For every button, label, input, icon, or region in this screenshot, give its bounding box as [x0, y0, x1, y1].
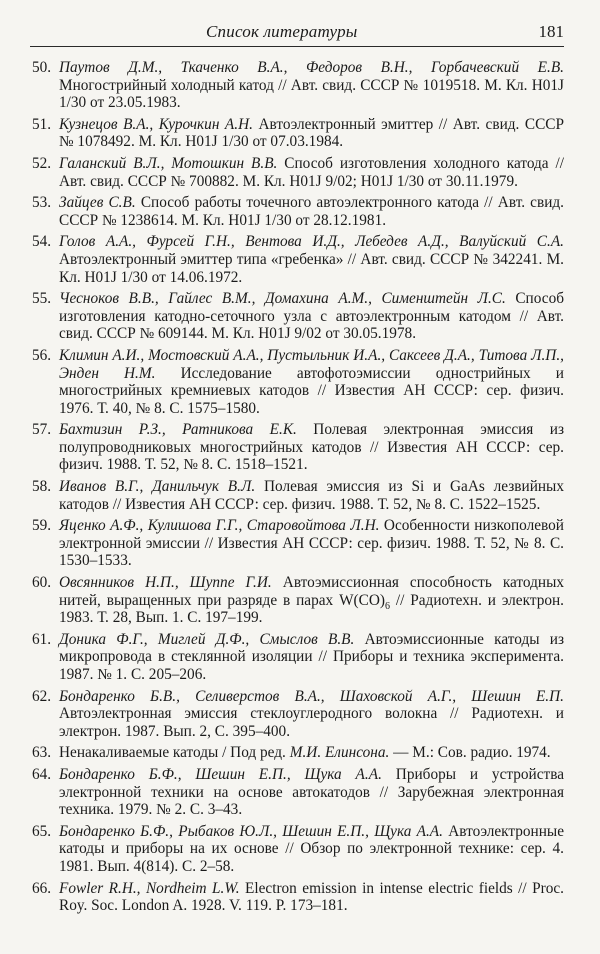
reference-body: Автоэмиссионные катоды из микропровода в стеклянной изоляции // Приборы и техника эксперимента. 1987. № 1. С. 205–206. — [59, 630, 564, 683]
reference-body-tail: — М.: Сов. радио. 1974. — [389, 744, 551, 762]
reference-number: 62. — [32, 687, 52, 705]
reference-editor: М.И. Елинсона. — [289, 744, 390, 762]
reference-text — [59, 517, 564, 570]
reference-number: 57. — [32, 421, 52, 439]
reference-item — [32, 631, 564, 684]
formula-subscript: 6 — [384, 600, 390, 612]
reference-text — [59, 631, 564, 684]
reference-body: Способ работы точечного автоэлектронного катода // Авт. свид. СССР № 1238614. М. Кл. H01J 1/30 от 28.12.1981. — [59, 194, 564, 229]
reference-body: Полевая электронная эмиссия из полупроводниковых многострийных катодов // Известия АН СССР: сер. физич. 1988. Т. 52, № 8. С. 1518–1521. — [59, 421, 564, 474]
reference-number: 54. — [32, 233, 52, 251]
page-number: 181 — [538, 22, 564, 41]
reference-number: 52. — [32, 154, 52, 172]
reference-body: Electron emission in intense electric fields // Proc. Roy. Soc. London A. 1928. V. 119. P. 173–181. — [59, 879, 565, 915]
reference-authors: Яценко А.Ф., Кулишова Г.Г., Старовойтова Л.Н. — [59, 517, 380, 535]
reference-body: Автоэлектронный эмиттер // Авт. свид. СССР № 1078492. М. Кл. H01J 1/30 от 07.03.1984. — [59, 115, 564, 151]
reference-body: Автоэлектронный эмиттер типа «гребенка» // Авт. свид. СССР № 342241. М. Кл. H01J 1/30 от 14.06.1972. — [59, 250, 564, 286]
reference-text — [59, 744, 564, 762]
reference-number: 60. — [32, 574, 52, 592]
reference-authors: Голов А.А., Фурсей Г.Н., Вентова И.Д., Лебедев А.Д., Валуйский С.А. — [59, 233, 564, 251]
reference-item — [32, 347, 564, 417]
reference-body: Приборы и устройства электронной техники на основе автокатодов // Зарубежная электронная техника. 1979. № 2. С. 3–43. — [59, 765, 565, 819]
reference-text — [59, 766, 564, 819]
reference-item — [32, 421, 564, 474]
reference-text — [59, 688, 564, 741]
reference-number: 61. — [32, 630, 52, 648]
reference-body: Способ изготовления холодного катода // Авт. свид. СССР № 700882. М. Кл. H01J 9/02; H01J 1/30 от 30.11.1979. — [59, 154, 565, 190]
reference-number: 55. — [32, 290, 52, 308]
reference-item — [32, 880, 564, 915]
reference-authors: Галанский В.Л., Мотошкин В.В. — [59, 154, 278, 172]
reference-text — [59, 59, 564, 112]
running-header — [30, 16, 564, 47]
reference-authors: Кузнецов В.А., Курочкин А.Н. — [59, 115, 253, 133]
reference-number: 56. — [32, 346, 52, 364]
reference-body: Автоэмиссионная способность катодных нитей, выращенных при разряде в парах W(CO) — [59, 574, 564, 609]
reference-number: 65. — [32, 822, 52, 840]
reference-authors: Климин А.И., Мостовский А.А., Пустыльник И.А., Саксеев Д.А., Титова Л.П., Энден Н.М. — [59, 346, 564, 382]
reference-item — [32, 290, 564, 343]
reference-body: Способ изготовления катодно-сеточного узла с автоэлектронным катодом // Авт. свид. СССР № 609144. М. Кл. H01J 9/02 от 30.05.1978. — [59, 290, 564, 343]
reference-authors: Бондаренко Б.Ф., Шешин Е.П., Щука А.А. — [59, 765, 382, 783]
reference-item — [32, 744, 564, 762]
reference-text — [59, 421, 564, 474]
reference-body: Многострийный холодный катод // Авт. свид. СССР № 1019518. М. Кл. H01J 1/30 от 23.05.1983. — [59, 76, 564, 112]
reference-list — [32, 59, 564, 919]
reference-body: Исследование автофотоэмиссии однострийных и многострийных кремниевых катодов // Известия АН СССР: сер. физич. 1976. Т. 40, № 8. С. 1575–1580. — [59, 364, 564, 417]
reference-text — [59, 155, 564, 190]
reference-body-tail: // Радиотехн. и электрон. 1983. Т. 28, Вып. 1. С. 197–199. — [59, 591, 565, 627]
reference-item — [32, 194, 564, 229]
reference-text — [59, 233, 564, 286]
reference-number: 51. — [32, 115, 52, 133]
reference-item — [32, 823, 564, 876]
section-title: Список литературы — [206, 22, 358, 41]
reference-item — [32, 478, 564, 513]
reference-text — [59, 478, 564, 513]
reference-authors: Бахтизин Р.З., Ратникова Е.К. — [59, 421, 297, 439]
reference-text — [59, 347, 564, 417]
reference-authors: Доника Ф.Г., Миглей Д.Ф., Смыслов В.В. — [59, 630, 355, 648]
reference-number: 64. — [32, 765, 52, 783]
reference-text — [59, 880, 564, 915]
reference-number: 50. — [32, 59, 52, 76]
reference-text — [59, 823, 564, 876]
reference-item — [32, 233, 564, 286]
reference-text — [59, 290, 564, 343]
reference-authors: Fowler R.H., Nordheim L.W. — [59, 879, 240, 897]
reference-body: Особенности низкополевой электронной эмиссии // Известия АН СССР: сер. физич. 1988. Т. 52, № 8. С. 1530–1533. — [59, 517, 564, 570]
reference-item — [32, 688, 564, 741]
reference-item — [32, 574, 564, 627]
reference-number: 63. — [32, 744, 52, 762]
reference-authors: Овсянников Н.П., Шуппе Г.И. — [59, 574, 272, 592]
reference-item — [32, 517, 564, 570]
reference-body: Автоэлектронные катоды и приборы на их основе // Обзор по электронной технике: сер. 4. 1981. Вып. 4(814). С. 2–58. — [59, 822, 564, 875]
reference-item — [32, 155, 564, 190]
reference-number: 53. — [32, 194, 52, 212]
reference-item — [32, 59, 564, 112]
reference-authors: Бондаренко Б.Ф., Рыбаков Ю.Л., Шешин Е.П., Щука А.А. — [59, 822, 443, 840]
reference-authors: Чесноков В.В., Гайлес В.М., Домахина А.М., Сименштейн Л.С. — [59, 290, 506, 308]
reference-text — [59, 574, 564, 627]
reference-number: 66. — [32, 879, 52, 897]
reference-text — [59, 194, 564, 229]
reference-authors: Паутов Д.М., Ткаченко В.А., Федоров В.Н., Горбачевский Е.В. — [59, 59, 564, 76]
reference-text — [59, 116, 564, 151]
reference-number: 59. — [32, 517, 52, 535]
reference-body: Ненакаливаемые катоды / Под ред. — [59, 744, 290, 762]
reference-body: Полевая эмиссия из Si и GaAs лезвийных катодов // Известия АН СССР: сер. физич. 1988. Т. 52, № 8. С. 1522–1525. — [59, 478, 564, 513]
reference-item — [32, 116, 564, 151]
reference-item — [32, 766, 564, 819]
reference-authors: Иванов В.Г., Данильчук В.Л. — [59, 478, 256, 496]
reference-authors: Бондаренко Б.В., Селиверстов В.А., Шаховской А.Г., Шешин Е.П. — [59, 687, 564, 705]
reference-authors: Зайцев С.В. — [59, 194, 136, 212]
reference-body: Автоэлектронная эмиссия стеклоуглеродного волокна // Радиотехн. и электрон. 1987. Вып. 2, С. 395–400. — [59, 705, 564, 740]
reference-number: 58. — [32, 478, 52, 496]
